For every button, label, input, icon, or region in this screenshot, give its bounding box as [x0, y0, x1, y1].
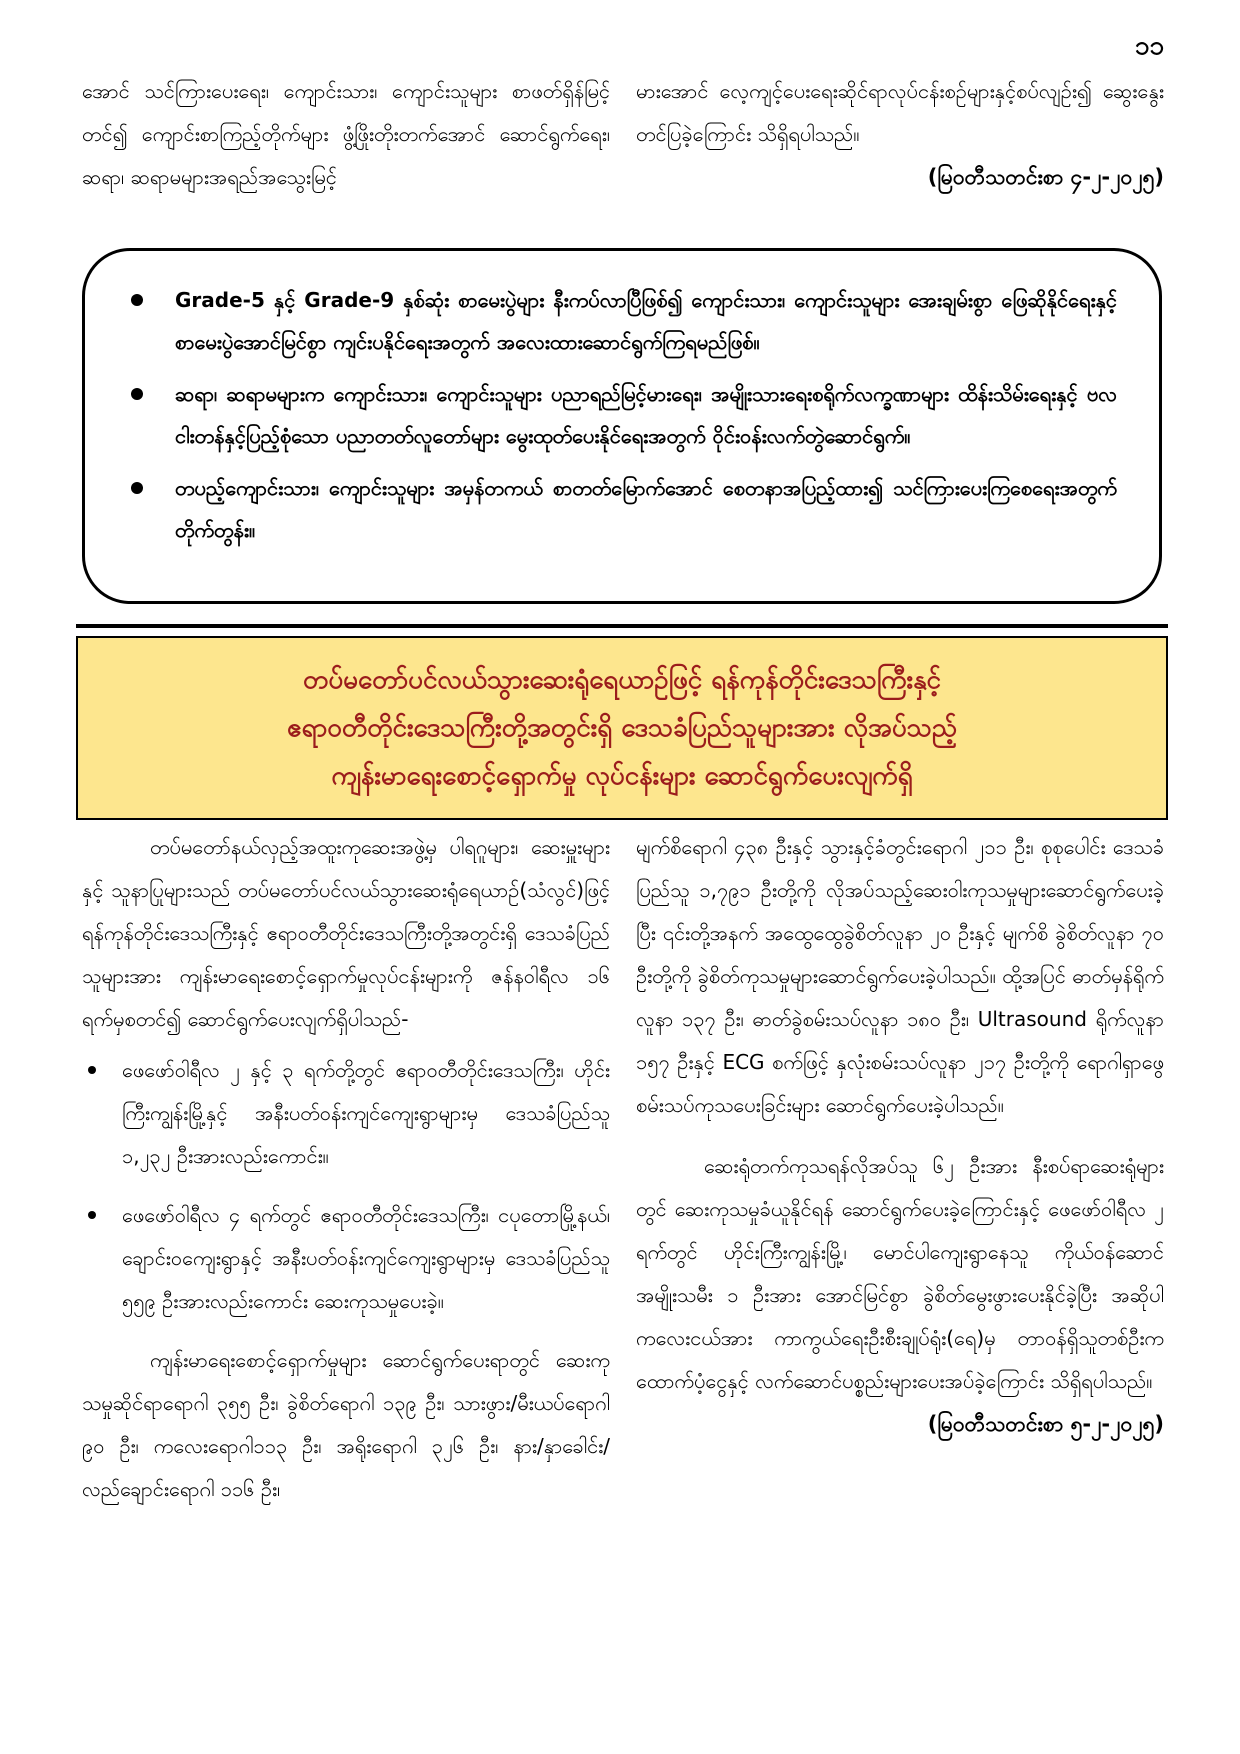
- top-source-citation: (မြဝတီသတင်းစာ ၄-၂-၂၀၂၅): [927, 165, 1164, 189]
- bottom-source-citation: (မြဝတီသတင်းစာ ၅-၂-၂၀၂၅): [927, 1412, 1164, 1436]
- section-divider: [76, 624, 1168, 628]
- top-article-continuation: [82, 70, 1164, 199]
- headline-line-2: ဧရာဝတီတိုင်းဒေသကြီးတို့အတွင်းရှိ ဒေသခံပြည်သူများအား လိုအပ်သည့်: [287, 713, 957, 743]
- treatment-bullet-1: ဖေဖော်ဝါရီလ ၂ နှင့် ၃ ရက်တို့တွင် ဧရာဝတီတိုင်းဒေသကြီး၊ ဟိုင်းကြီးကျွန်းမြို့နှင့် အနီးပတ်ဝန်းကျင်ကျေးရွာများမှ ဒေသခံပြည်သူ ၁,၂၃၂ ဦးအားလည်းကောင်း။: [82, 1049, 610, 1178]
- top-left-text: အောင် သင်ကြားပေးရေး၊ ကျောင်းသား၊ ကျောင်းသူများ စာဖတ်ရှိန်မြင့်တင်၍ ကျောင်းစာကြည့်တိုက်များ ဖွံ့ဖြိုးတိုးတက်အောင် ဆောင်ရွက်ရေး၊ ဆရာ၊ ဆရာမများအရည်အသွေးမြင့်: [82, 79, 610, 189]
- hospital-referral-paragraph: ဆေးရုံတက်ကုသရန်လိုအပ်သူ ၆၂ ဦးအား နီးစပ်ရာဆေးရုံများတွင် ဆေးကုသမှုခံယူနိုင်ရန် ဆောင်ရွက်ပေးခဲ့ကြောင်းနှင့် ဖေဖော်ဝါရီလ ၂ ရက်တွင် ဟိုင်းကြီးကျွန်းမြို့၊ မောင်ပါကျေးရွာနေသူ ကိုယ်ဝန်ဆောင်အမျိုးသမီး ၁ ဦးအား အောင်မြင်စွာ ခွဲစိတ်မွေးဖွားပေးနိုင်ခဲ့ပြီး အဆိုပါကလေးငယ်အား ကာကွယ်ရေးဦးစီးချုပ်ရုံး(ရေ)မှ တာဝန်ရှိသူတစ်ဦးက ထောက်ပံ့ငွေနှင့် လက်ဆောင်ပစ္စည်းများပေးအပ်ခဲ့ကြောင်း သိရှိရပါသည်။: [636, 1154, 1164, 1393]
- treatment-bullets: [82, 1049, 610, 1323]
- top-left-column: [82, 70, 610, 199]
- top-right-column: [636, 70, 1164, 199]
- highlight-item-2: ဆရာ၊ ဆရာမများက ကျောင်းသား၊ ကျောင်းသူများ ပညာရည်မြင့်မားရေး၊ အမျိုးသားရေးစရိုက်လက္ခဏာများ ထိန်းသိမ်းရေးနှင့် ဗလငါးတန်နှင့်ပြည့်စုံသော ပညာတတ်လူတော်များ မွေးထုတ်ပေးနိုင်ရေးအတွက် ဝိုင်းဝန်းလက်တွဲဆောင်ရွက်။: [139, 373, 1117, 457]
- headline-line-3: ကျန်းမာရေးစောင့်ရှောက်မှု လုပ်ငန်းများ ဆောင်ရွက်ပေးလျက်ရှိ: [331, 761, 913, 791]
- page-number: ၁၁: [1134, 31, 1164, 61]
- highlight-item-3: တပည့်ကျောင်းသား၊ ကျောင်းသူများ အမှန်တကယ် စာတတ်မြောက်အောင် စေတနာအပြည့်ထား၍ သင်ကြားပေးကြစေရေးအတွက် တိုက်တွန်း။: [139, 467, 1117, 551]
- highlight-list: [139, 279, 1117, 551]
- statistics-continued-paragraph: မျက်စိရောဂါ ၄၃၈ ဦးနှင့် သွားနှင့်ခံတွင်းရောဂါ ၂၁၁ ဦး၊ စုစုပေါင်း ဒေသခံပြည်သူ ၁,၇၉၁ ဦးတို့ကို လိုအပ်သည့်ဆေးဝါးကုသမှုများဆောင်ရွက်ပေးခဲ့ပြီး ၎င်းတို့အနက် အထွေထွေခွဲစိတ်လူနာ ၂၀ ဦးနှင့် မျက်စိ ခွဲစိတ်လူနာ ၇၀ ဦးတို့ကို ခွဲစိတ်ကုသမှုများဆောင်ရွက်ပေးခဲ့ပါသည်။ ထို့အပြင် ဓာတ်မှန်ရိုက်လူနာ ၁၃၇ ဦး၊ ဓာတ်ခွဲစမ်းသပ်လူနာ ၁၈၀ ဦး၊ Ultrasound ရိုက်လူနာ ၁၅၇ ဦးနှင့် ECG စက်ဖြင့် နှလုံးစမ်းသပ်လူနာ ၂၁၇ ဦးတို့ကို ရောဂါရှာဖွေစမ်းသပ်ကုသပေးခြင်းများ ဆောင်ရွက်ပေးခဲ့ပါသည်။: [636, 835, 1164, 1117]
- treatment-bullet-2: ဖေဖော်ဝါရီလ ၄ ရက်တွင် ဧရာဝတီတိုင်းဒေသကြီး၊ ငပုတောမြို့နယ်၊ ချောင်းဝကျေးရွာနှင့် အနီးပတ်ဝန်းကျင်ကျေးရွာများမှ ဒေသခံပြည်သူ ၅၅၉ ဦးအားလည်းကောင်း ဆေးကုသမှုပေးခဲ့။: [82, 1194, 610, 1323]
- top-right-text: မားအောင် လေ့ကျင့်ပေးရေးဆိုင်ရာလုပ်ငန်းစဉ်များနှင့်စပ်လျဉ်း၍ ဆွေးနွေးတင်ပြခဲ့ကြောင်း သိရှိရပါသည်။: [636, 79, 1164, 146]
- statistics-paragraph: ကျန်းမာရေးစောင့်ရှောက်မှုများ ဆောင်ရွက်ပေးရာတွင် ဆေးကုသမှုဆိုင်ရာရောဂါ ၃၅၅ ဦး၊ ခွဲစိတ်ရောဂါ ၁၃၉ ဦး၊ သားဖွား/မီးယပ်ရောဂါ ၉၀ ဦး၊ ကလေးရောဂါ၁၁၃ ဦး၊ အရိုးရောဂါ ၃၂၆ ဦး၊ နား/နှာခေါင်း/လည်ချောင်းရောဂါ ၁၁၆ ဦး၊: [82, 1348, 610, 1501]
- intro-paragraph: တပ်မတော်နယ်လှည့်အထူးကုဆေးအဖွဲ့မှ ပါရဂူများ၊ ဆေးမှူးများနှင့် သူနာပြုများသည် တပ်မတော်ပင်လယ်သွားဆေးရုံရေယာဉ်(သံလွင်)ဖြင့် ရန်ကုန်တိုင်းဒေသကြီးနှင့် ဧရာဝတီတိုင်းဒေသကြီးတို့အတွင်းရှိ ဒေသခံပြည်သူများအား ကျန်းမာရေးစောင့်ရှောက်မှုလုပ်ငန်းများကို ဇန်နဝါရီလ ၁၆ ရက်မှစတင်၍ ဆောင်ရွက်ပေးလျက်ရှိပါသည်-: [82, 835, 610, 1031]
- bottom-right-column: [636, 826, 1164, 1511]
- highlight-box: [82, 248, 1162, 604]
- bottom-left-column: [82, 826, 610, 1511]
- article-headline-banner: [76, 636, 1168, 820]
- article-body: [82, 826, 1164, 1511]
- highlight-item-1: Grade-5 နှင့် Grade-9 နှစ်ဆုံး စာမေးပွဲများ နီးကပ်လာပြီဖြစ်၍ ကျောင်းသား၊ ကျောင်းသူများ အေးချမ်းစွာ ဖြေဆိုနိုင်ရေးနှင့် စာမေးပွဲအောင်မြင်စွာ ကျင်းပနိုင်ရေးအတွက် အလေးထားဆောင်ရွက်ကြရမည်ဖြစ်။: [139, 279, 1117, 363]
- headline-line-1: တပ်မတော်ပင်လယ်သွားဆေးရုံရေယာဉ်ဖြင့် ရန်ကုန်တိုင်းဒေသကြီးနှင့်: [303, 665, 941, 695]
